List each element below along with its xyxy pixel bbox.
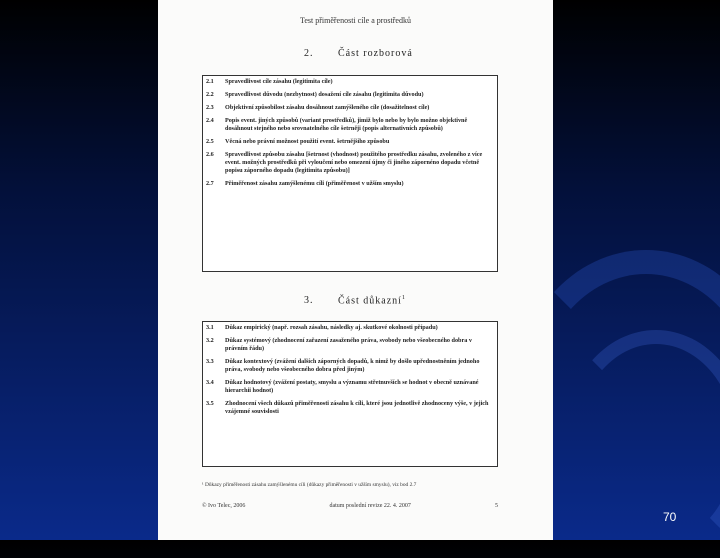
list-item bbox=[206, 400, 493, 416]
item-number: 3.2 bbox=[206, 337, 214, 344]
section-number: 2. bbox=[304, 48, 314, 59]
item-number: 3.5 bbox=[206, 400, 214, 407]
footer-page-number: 5 bbox=[495, 503, 498, 509]
item-text: Důkaz systémový (zhodnocení zařazení zasaženého práva, svobody nebo všeobecného dobra v právním řádu) bbox=[225, 337, 472, 352]
section-title: Část rozborová bbox=[338, 48, 413, 59]
item-text: Zhodnocení všech důkazů přiměřenosti zásahu k cíli, které jsou jednotlivě zhodnoceny výše, v jejich vzájemné souvislosti bbox=[225, 400, 489, 415]
item-number: 3.1 bbox=[206, 324, 214, 331]
item-text: Popis event. jiných způsobů (variant prostředků), jimiž bylo nebo by bylo možno objektivně dosáhnout stejného nebo srovnatelného cíle šetrněji (popis alternativních způsobů) bbox=[225, 117, 468, 132]
item-number: 2.1 bbox=[206, 78, 214, 85]
item-number: 2.6 bbox=[206, 151, 214, 158]
section-2-box bbox=[202, 75, 498, 272]
section-3-heading bbox=[304, 295, 406, 306]
item-text: Objektivní způsobilost zásahu dosáhnout zamýšleného cíle (dosažitelnost cíle) bbox=[225, 104, 430, 111]
item-number: 2.7 bbox=[206, 180, 214, 187]
item-number: 2.4 bbox=[206, 117, 214, 124]
item-text: Přiměřenost zásahu zamýšlenému cíli (přiměřenost v užším smyslu) bbox=[225, 180, 404, 187]
section-2-heading bbox=[304, 48, 413, 59]
list-item bbox=[206, 117, 493, 133]
item-number: 2.3 bbox=[206, 104, 214, 111]
list-item bbox=[206, 91, 493, 99]
section-number: 3. bbox=[304, 295, 314, 307]
scanned-document-page bbox=[158, 0, 553, 540]
item-number: 3.4 bbox=[206, 379, 214, 386]
list-item bbox=[206, 180, 493, 188]
item-text: Důkaz hodnotový (zvážení postaty, smyslu a významu střetnuvších se hodnot v obecně uznávané hierarchii hodnot) bbox=[225, 379, 479, 394]
footnote: ¹ Důkazy přiměřenosti zásahu zamýšlenému cíli (důkazy přiměřenosti v užším smyslu), viz bod 2.7 bbox=[202, 482, 417, 488]
list-item bbox=[206, 151, 493, 175]
list-item bbox=[206, 104, 493, 112]
item-number: 2.2 bbox=[206, 91, 214, 98]
item-text: Věcná nebo právní možnost použití event. šetrnějšího způsobu bbox=[225, 138, 390, 145]
slide-number: 70 bbox=[663, 510, 677, 524]
list-item bbox=[206, 138, 493, 146]
item-text: Spravedlivost způsobu zásahu [šetrnost (vhodnost) použitého prostředku zásahu, zvoleného z více event. možných prostředků při vyloučení nebo omezení újmy či jiného zápornéno dopadu včetně popisu záporného dopadu (legitimita způsobu)] bbox=[225, 151, 483, 174]
list-item bbox=[206, 78, 493, 86]
list-item bbox=[206, 358, 493, 374]
footer-date: datum poslední revize 22. 4. 2007 bbox=[329, 503, 411, 509]
list-item bbox=[206, 337, 493, 353]
item-text: Spravedlivost cíle zásahu (legitimita cíle) bbox=[225, 78, 333, 85]
list-item bbox=[206, 379, 493, 395]
document-header: Test přiměřenosti cíle a prostředků bbox=[300, 16, 411, 25]
item-text: Důkaz empirický (např. rozsah zásahu, následky aj. skutkové okolnosti případu) bbox=[225, 324, 438, 331]
list-item bbox=[206, 324, 493, 332]
section-title: Část důkazní bbox=[338, 295, 402, 307]
footnote-marker: 1 bbox=[401, 295, 406, 301]
item-text: Důkaz kontextový (zvážení dalších záporných dopadů, k nimž by došlo upřednostněním jednoho práva, svobody nebo všeobecného dobra před jiným) bbox=[225, 358, 480, 373]
item-number: 3.3 bbox=[206, 358, 214, 365]
item-number: 2.5 bbox=[206, 138, 214, 145]
section-3-box bbox=[202, 321, 498, 467]
footer-author: © Ivo Telec, 2006 bbox=[202, 503, 246, 509]
item-text: Spravedlivost důvodu (nezbytnost) dosažení cíle zásahu (legitimita důvodu) bbox=[225, 91, 424, 98]
page-footer bbox=[202, 503, 498, 509]
